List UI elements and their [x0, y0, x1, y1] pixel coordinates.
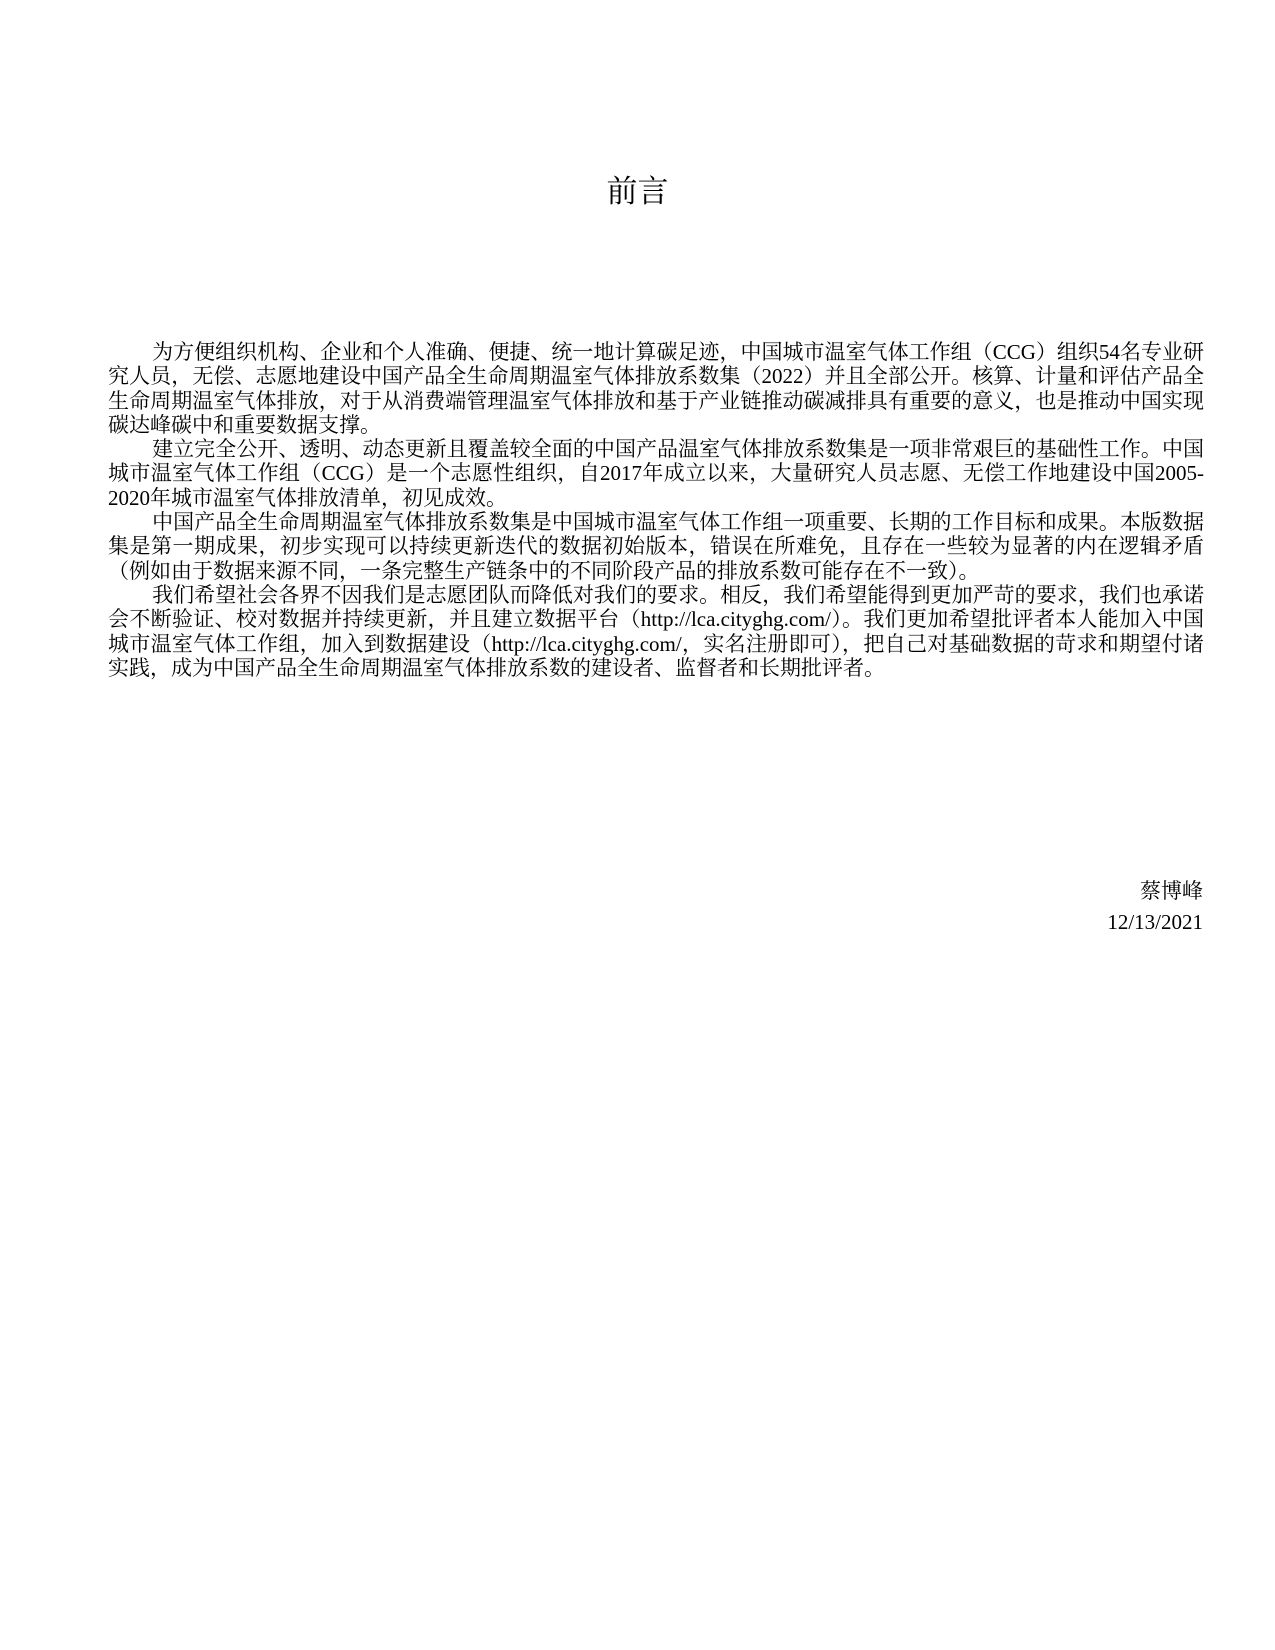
paragraph-2: 建立完全公开、透明、动态更新且覆盖较全面的中国产品温室气体排放系数集是一项非常艰巨的基础性工作。中国城市温室气体工作组（CCG）是一个志愿性组织，自2017年成立以来，大量研究人员志愿、无偿工作地建设中国2005-2020年城市温室气体排放清单，初见成效。 — [108, 437, 1204, 510]
paragraph-4: 我们希望社会各界不因我们是志愿团队而降低对我们的要求。相反，我们希望能得到更加严苛的要求，我们也承诺会不断验证、校对数据并持续更新，并且建立数据平台（http://lca.cityghg.com/）。我们更加希望批评者本人能加入中国城市温室气体工作组，加入到数据建设（http://lca.cityghg.com/，实名注册即可），把自己对基础数据的苛求和期望付诸实践，成为中国产品全生命周期温室气体排放系数的建设者、监督者和长期批评者。 — [108, 582, 1204, 680]
page-title: 前言 — [606, 174, 669, 210]
signature-date: 12/13/2021 — [1107, 910, 1203, 934]
signature-block — [1107, 876, 1203, 938]
preface-body — [108, 340, 1204, 680]
author-name: 蔡博峰 — [1140, 879, 1203, 903]
paragraph-1: 为方便组织机构、企业和个人准确、便捷、统一地计算碳足迹，中国城市温室气体工作组（CCG）组织54名专业研究人员，无偿、志愿地建设中国产品全生命周期温室气体排放系数集（2022）并且全部公开。核算、计量和评估产品全生命周期温室气体排放，对于从消费端管理温室气体排放和基于产业链推动碳减排具有重要的意义，也是推动中国实现碳达峰碳中和重要数据支撑。 — [108, 340, 1204, 437]
paragraph-3: 中国产品全生命周期温室气体排放系数集是中国城市温室气体工作组一项重要、长期的工作目标和成果。本版数据集是第一期成果，初步实现可以持续更新迭代的数据初始版本，错误在所难免，且存在一些较为显著的内在逻辑矛盾（例如由于数据来源不同，一条完整生产链条中的不同阶段产品的排放系数可能存在不一致）。 — [108, 510, 1204, 583]
